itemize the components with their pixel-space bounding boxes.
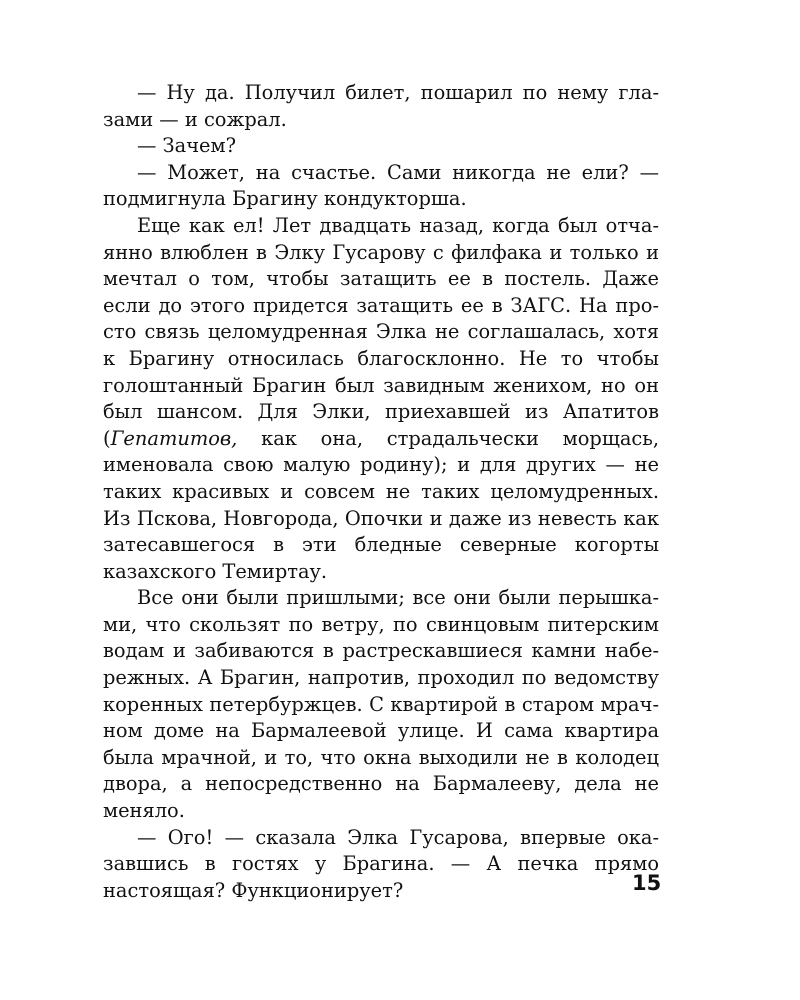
- paragraph-4-italic: Гепатитов,: [110, 426, 238, 450]
- paragraph-1: — Ну да. Получил билет, пошарил по нему глазами — и сожрал.: [103, 81, 659, 131]
- paragraph-3: — Может, на счастье. Сами никогда не ели? — подмигнула Брагину кондукторша.: [103, 160, 659, 211]
- paragraph-5: Все они были пришлыми; все они были перышками, что скользят по ветру, по свинцовым питерским водам и забиваются в растрескавшиеся камни набережных. А Брагин, напротив, проходил по ведомству коренных петербуржцев. С квартирой в старом мрачном доме на Бармалеевой улице. И сама квартира была мрачной, и то, что окна выходили не в колодец двора, а непосредственно на Бармалееву, дела не меняло.: [103, 586, 659, 823]
- paragraph-6: — Ого! — сказала Элка Гусарова, впервые оказавшись в гостях у Брагина. — А печка прямо настоящая? Функционирует?: [103, 825, 659, 902]
- paragraph-4-end: как она, страдальчески морщась, именовала свою малую родину); и для других — не таких красивых и совсем не таких целомудренных. Из Пскова, Новгорода, Опочки и даже из невесть как затесавшегося в эти бледные северные когорты казахского Темиртау.: [103, 426, 659, 583]
- book-page-text: [103, 80, 662, 904]
- paragraph-2: — Зачем?: [137, 134, 236, 158]
- paragraph-4-start: Еще как ел! Лет двадцать назад, когда был отчаянно влюблен в Элку Гусарову с филфака и только и мечтал о том, чтобы затащить ее в постель. Даже если до этого придется затащить ее в ЗАГС. На просто связь целомудренная Элка не соглашалась, хотя к Брагину относилась благосклонно. Не то чтобы голоштанный Брагин был завидным женихом, но он был шансом. Для Элки, приехавшей из Апатитов (: [103, 213, 659, 450]
- paragraph-4: [103, 213, 659, 585]
- page-number: 15: [632, 871, 662, 895]
